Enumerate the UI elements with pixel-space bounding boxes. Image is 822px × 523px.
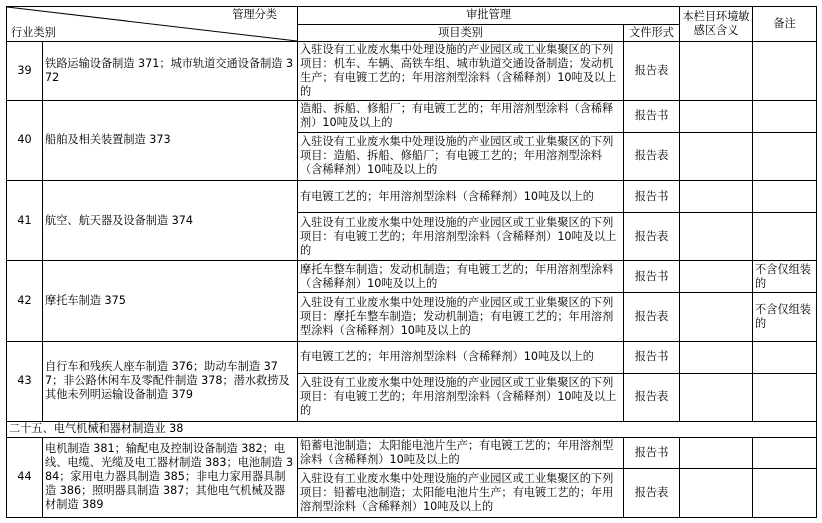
- table-row: [7, 100, 817, 132]
- env-cell: [680, 213, 753, 261]
- env-cell: [680, 469, 753, 518]
- env-cell: [680, 437, 753, 469]
- row-number: 44: [7, 437, 43, 517]
- industry-cell: 自行车和残疾人座车制造 376；助动车制造 377；非公路休闲车及零配件制造 378；潜水救捞及其他未列明运输设备制造 379: [43, 341, 298, 421]
- doc-form-cell: 报告表: [624, 293, 680, 341]
- table-row: [7, 341, 817, 373]
- project-cell: 摩托车整车制造；发动机制造；有电镀工艺的；年用溶剂型涂料（含稀释剂）10吨及以上的: [298, 261, 624, 293]
- remarks-header: 备注: [753, 7, 817, 42]
- remark-cell: 不含仅组装的: [753, 261, 817, 293]
- project-cell: 有电镀工艺的；年用溶剂型涂料（含稀释剂）10吨及以上的: [298, 181, 624, 213]
- env-cell: [680, 181, 753, 213]
- project-cell: 有电镀工艺的；年用溶剂型涂料（含稀释剂）10吨及以上的: [298, 341, 624, 373]
- doc-form-cell: 报告表: [624, 213, 680, 261]
- env-cell: [680, 373, 753, 421]
- section-row: [7, 422, 817, 437]
- doc-form-cell: 报告表: [624, 132, 680, 180]
- row-number: 39: [7, 42, 43, 101]
- doc-form-cell: 报告书: [624, 437, 680, 469]
- industry-cell: 电机制造 381；输配电及控制设备制造 382；电线、电缆、光缆及电工器材制造 383；电池制造 384；家用电力器具制造 385；非电力家用器具制造 386；照明器具制造 387；其他电气机械及器材制造 389: [43, 437, 298, 517]
- industry-cell: 铁路运输设备制造 371；城市轨道交通设备制造 372: [43, 42, 298, 101]
- project-type-header: 项目类别: [298, 24, 624, 42]
- project-cell: 入驻设有工业废水集中处理设施的产业园区或工业集聚区的下列项目：有电镀工艺的；年用溶剂型涂料（含稀释剂）10吨及以上的: [298, 373, 624, 421]
- diagonal-header-cell: [7, 7, 298, 42]
- mgmt-class-label: 管理分类: [232, 8, 277, 21]
- remark-cell: [753, 181, 817, 213]
- env-cell: [680, 100, 753, 132]
- table-row: [7, 42, 817, 101]
- remark-cell: [753, 213, 817, 261]
- env-sensitive-header: 本栏目环境敏感区含义: [680, 7, 753, 42]
- industry-cell: 船舶及相关装置制造 373: [43, 100, 298, 180]
- project-cell: 造船、拆船、修船厂；有电镀工艺的；年用溶剂型涂料（含稀释剂）10吨及以上的: [298, 100, 624, 132]
- remark-cell: [753, 469, 817, 518]
- remark-cell: [753, 42, 817, 101]
- remark-cell: [753, 100, 817, 132]
- remark-cell: 不含仅组装的: [753, 293, 817, 341]
- env-cell: [680, 293, 753, 341]
- project-cell: 入驻设有工业废水集中处理设施的产业园区或工业集聚区的下列项目：摩托车整车制造；发动机制造；有电镀工艺的；年用溶剂型涂料（含稀释剂）10吨及以上的: [298, 293, 624, 341]
- env-cell: [680, 132, 753, 180]
- remark-cell: [753, 373, 817, 421]
- doc-form-cell: 报告书: [624, 181, 680, 213]
- project-cell: 入驻设有工业废水集中处理设施的产业园区或工业集聚区的下列项目：机车、车辆、高铁车组、城市轨道交通设备制造；发动机生产；有电镀工艺的；年用溶剂型涂料（含稀释剂）10吨及以上的: [298, 42, 624, 101]
- project-cell: 入驻设有工业废水集中处理设施的产业园区或工业集聚区的下列项目：有电镀工艺的；年用溶剂型涂料（含稀释剂）10吨及以上的: [298, 213, 624, 261]
- doc-form-header: 文件形式: [624, 24, 680, 42]
- doc-form-cell: 报告表: [624, 469, 680, 518]
- approval-table: [6, 6, 817, 518]
- row-number: 42: [7, 261, 43, 341]
- table-row: [7, 437, 817, 469]
- industry-cell: 航空、航天器及设备制造 374: [43, 181, 298, 261]
- header-row-1: [7, 7, 817, 25]
- section-title: 二十五、电气机械和器材制造业 38: [7, 422, 817, 437]
- table-row: [7, 181, 817, 213]
- industry-class-label: 行业类别: [11, 26, 56, 39]
- approval-mgmt-header: 审批管理: [298, 7, 680, 25]
- table-row: [7, 261, 817, 293]
- project-cell: 入驻设有工业废水集中处理设施的产业园区或工业集聚区的下列项目：造船、拆船、修船厂；有电镀工艺的；年用溶剂型涂料（含稀释剂）10吨及以上的: [298, 132, 624, 180]
- remark-cell: [753, 132, 817, 180]
- doc-form-cell: 报告表: [624, 42, 680, 101]
- doc-form-cell: 报告书: [624, 100, 680, 132]
- industry-cell: 摩托车制造 375: [43, 261, 298, 341]
- doc-form-cell: 报告书: [624, 341, 680, 373]
- doc-form-cell: 报告表: [624, 373, 680, 421]
- row-number: 41: [7, 181, 43, 261]
- remark-cell: [753, 437, 817, 469]
- env-cell: [680, 261, 753, 293]
- project-cell: 铅蓄电池制造；太阳能电池片生产；有电镀工艺的；年用溶剂型涂料（含稀释剂）10吨及以上的: [298, 437, 624, 469]
- project-cell: 入驻设有工业废水集中处理设施的产业园区或工业集聚区的下列项目：铅蓄电池制造；太阳能电池片生产；有电镀工艺的；年用溶剂型涂料（含稀释剂）10吨及以上的: [298, 469, 624, 518]
- remark-cell: [753, 341, 817, 373]
- env-cell: [680, 42, 753, 101]
- env-cell: [680, 341, 753, 373]
- row-number: 40: [7, 100, 43, 180]
- doc-form-cell: 报告书: [624, 261, 680, 293]
- row-number: 43: [7, 341, 43, 421]
